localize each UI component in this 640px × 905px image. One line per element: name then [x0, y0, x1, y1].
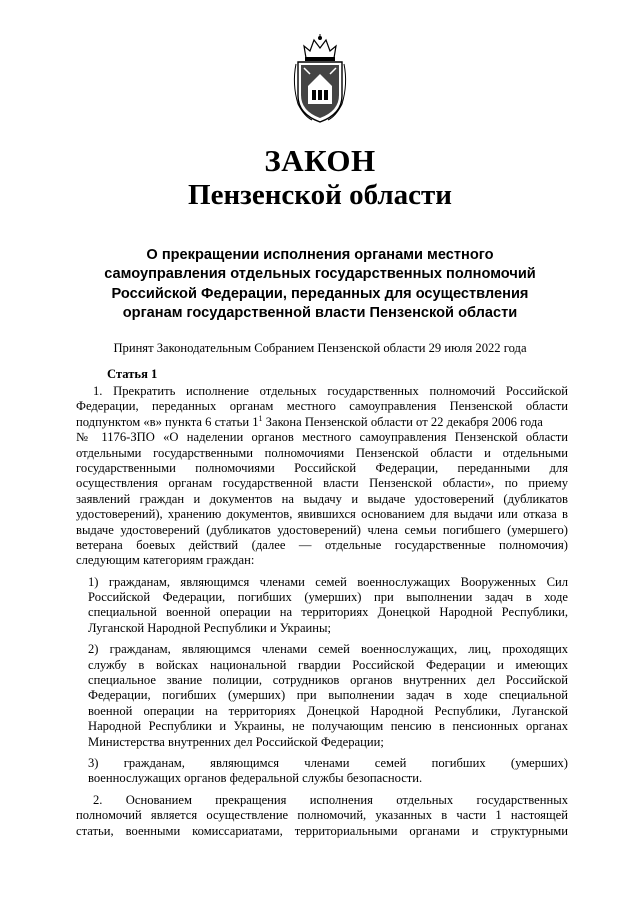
text-line: государственными полномочиями Российской Федерации, переданными для	[76, 460, 568, 475]
coat-of-arms-emblem	[290, 34, 350, 124]
superscript: 1	[258, 413, 263, 423]
heading-line: органам государственной власти Пензенской области	[122, 304, 518, 321]
heading-line: О прекращении исполнения органами местного	[146, 247, 494, 263]
text-segment: Закона Пензенской области от 22 декабря 2006 года	[262, 414, 543, 429]
text-line: Народной Республики и Украины, не получающим пенсию в пенсионных органах	[88, 719, 568, 734]
text-line: отдельными государственными полномочиями Пензенской области и отдельными	[76, 445, 568, 460]
text-line: специальной военной операции на территориях Донецкой Народной Республики,	[88, 605, 568, 620]
text-line: полномочий является осуществление полномочий, указанных в части 1 настоящей	[76, 808, 568, 823]
text-line: следующим категориям граждан:	[76, 553, 255, 568]
article-title: Статья 1	[107, 367, 158, 381]
text-line: 1) гражданам, являющимся членами семей военнослужащих Вооруженных Сил	[88, 574, 568, 589]
text-line: Федерации, погибших (умерших) при выполнении задач в ходе специальной	[88, 688, 568, 703]
law-heading	[70, 246, 570, 323]
text-line: специальное звание полиции, сотрудников органов внутренних дел Российской	[88, 673, 568, 688]
heading-line: самоуправления отдельных государственных полномочий	[104, 266, 536, 283]
text-line: 2. Основанием прекращения исполнения отдельных государственных	[93, 792, 568, 807]
text-line: 3) гражданам, являющимся членами семей погибших (умерших)	[88, 755, 568, 770]
adoption-note: Принят Законодательным Собранием Пензенской области 29 июля 2022 года	[113, 341, 527, 355]
text-line: заявлений граждан и документов на выдачу и выдаче удостоверений (дубликатов	[76, 491, 568, 506]
text-segment: подпунктом «в» пункта 6 статьи 1	[76, 414, 259, 429]
text-line: выдаче удостоверений (дубликатов удостоверений) члена семьи погибшего (умершего)	[76, 522, 568, 537]
text-line: удостоверений), хранению документов, явившихся основанием для выдачи или отказа в	[76, 507, 568, 522]
text-line: военной операции на территориях Донецкой Народной Республики, Луганской	[88, 703, 568, 718]
law-title: ЗАКОН	[264, 143, 376, 178]
heading-line: Российской Федерации, переданных для осуществления	[111, 285, 529, 302]
text-line: Луганской Народной Республики и Украины;	[88, 620, 331, 635]
text-line: № 1176-ЗПО «О наделении органов местного самоуправления Пензенской области	[76, 430, 568, 445]
text-line: службу в войсках национальной гвардии Российской Федерации и имеющих	[88, 657, 568, 672]
text-line: 1. Прекратить исполнение отдельных государственных полномочий Российской	[93, 384, 568, 398]
text-line: Министерства внутренних дел Российской Федерации;	[88, 734, 384, 749]
text-line: статьи, военными комиссариатами, территориальными органами и структурными	[76, 823, 568, 838]
text-line: 2) гражданам, являющимся членами семей военнослужащих, лиц, проходящих	[88, 642, 568, 657]
text-line: осуществления органам государственной власти Пензенской области», по приему	[76, 476, 568, 491]
text-line: Российской Федерации, погибших (умерших) при выполнении задач в ходе	[88, 590, 568, 605]
text-line	[76, 415, 568, 430]
text-line: военнослужащих органов федеральной службы безопасности.	[88, 771, 423, 786]
text-line: ветерана боевых действий (далее — отдельные государственные полномочия)	[76, 537, 568, 552]
region-title: Пензенской области	[188, 179, 452, 211]
text-line: Федерации, переданных органам местного самоуправления Пензенской области	[76, 399, 568, 414]
document-body	[76, 384, 568, 839]
